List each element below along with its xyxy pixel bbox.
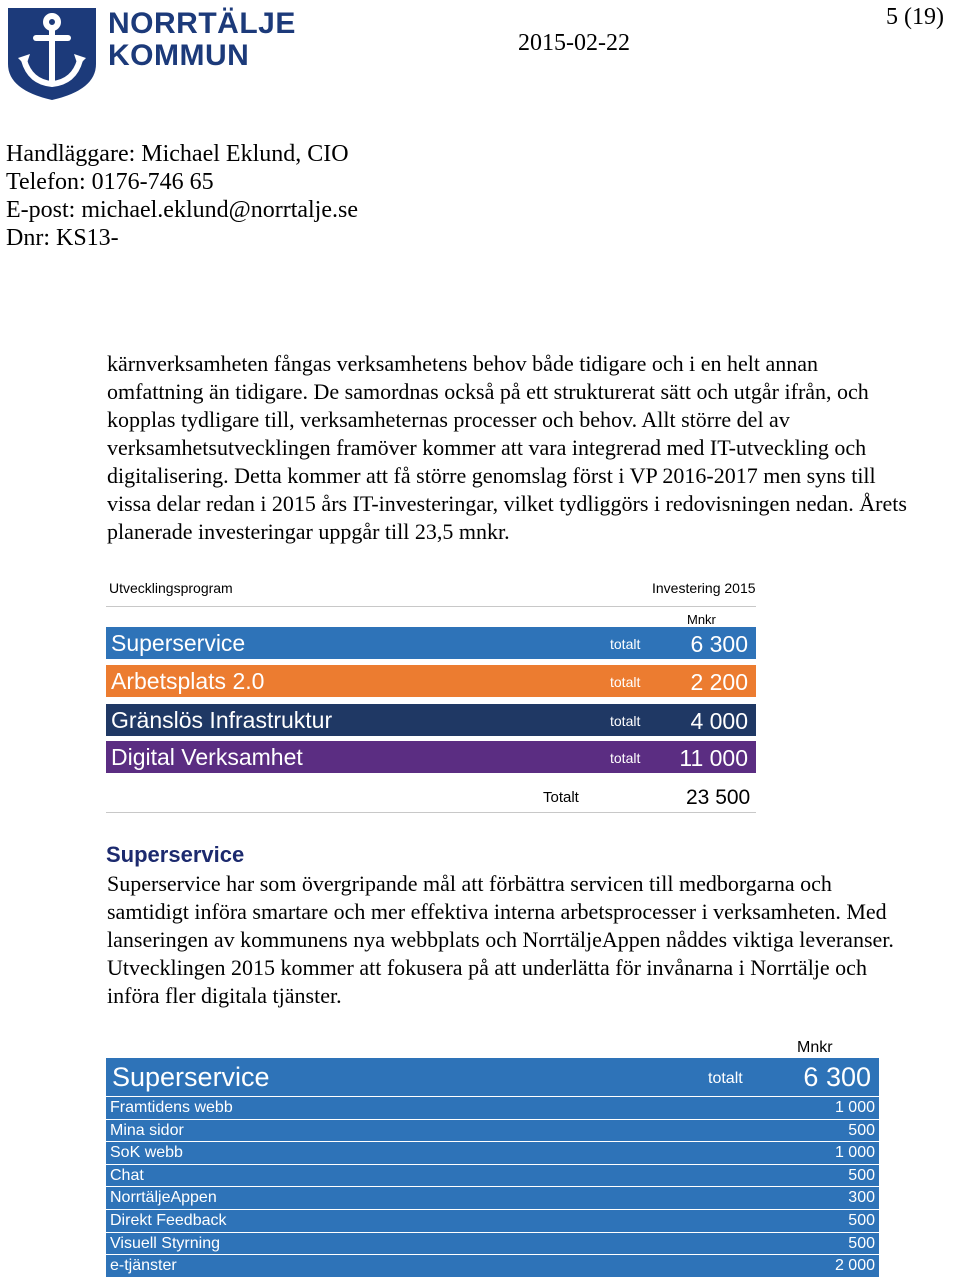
grand-total-value: 23 500	[686, 786, 751, 809]
table-row	[106, 1255, 879, 1278]
document-date: 2015-02-22	[518, 30, 630, 56]
total-value: 6 300	[803, 1062, 871, 1092]
item-value: 1 000	[834, 1099, 875, 1116]
municipality-logo	[4, 4, 100, 102]
item-name: Direkt Feedback	[110, 1211, 227, 1229]
table-title: Superservice	[112, 1062, 270, 1092]
page-number: 5 (19)	[886, 4, 944, 30]
item-value: 500	[848, 1211, 875, 1229]
table-row	[106, 1233, 879, 1256]
total-label: totalt	[708, 1070, 743, 1087]
program-row-arbetsplats	[106, 665, 756, 697]
superservice-items	[106, 1097, 879, 1278]
contact-handlaggare: Handläggare: Michael Eklund, CIO	[6, 141, 349, 167]
superservice-paragraph	[107, 870, 907, 1010]
item-name: Framtidens webb	[110, 1099, 233, 1116]
unit-label: Mnkr	[797, 1039, 833, 1056]
unit-label: Mnkr	[687, 612, 716, 627]
brand-line-1: NORRTÄLJE	[108, 7, 296, 40]
brand-name	[108, 8, 296, 72]
table-row	[106, 1142, 879, 1165]
program-row-infrastruktur	[106, 704, 756, 736]
table-row	[106, 1120, 879, 1143]
program-value: 11 000	[679, 745, 748, 771]
program-name: Arbetsplats 2.0	[111, 668, 265, 694]
item-value: 500	[848, 1166, 875, 1184]
brand-line-2: KOMMUN	[108, 39, 250, 72]
superservice-text: Superservice har som övergripande mål att förbättra servicen till medborgarna och samtidigt införa smartare och mer effektiva interna arbetsprocesser i verksamheten. Med lanseringen av kommunens nya webbplats och NorrtäljeAppen nåddes viktiga leveranser. Utvecklingen 2015 kommer att fokusera på att underlätta för invånarna i Norrtälje och införa fler digitala tjänster.	[107, 871, 894, 1008]
column-header-program: Utvecklingsprogram	[109, 580, 233, 596]
item-name: Mina sidor	[110, 1121, 184, 1139]
intro-text: kärnverksamheten fångas verksamhetens behov både tidigare och i en helt annan omfattning än tidigare. De samordnas också på ett strukturerat sätt och utgår ifrån, och kopplas tydligare till, verksamheternas processer och behov. Allt större del av verksamhetsutvecklingen framöver kommer att vara integrerad med IT-utveckling och digitalisering. Detta kommer att få större genomslag först i VP 2016-2017 men syns till vissa delar redan i 2015 års IT-investeringar, vilket tydliggörs i redovisningen nedan. Årets planerade investeringar uppgår till 23,5 mnkr.	[107, 351, 907, 544]
divider	[106, 606, 756, 607]
total-label: totalt	[610, 636, 641, 652]
program-row-superservice	[106, 627, 756, 659]
program-name: Gränslös Infrastruktur	[111, 707, 333, 733]
item-name: Visuell Styrning	[110, 1234, 220, 1252]
contact-dnr: Dnr: KS13-	[6, 225, 119, 251]
total-label: totalt	[610, 674, 641, 690]
table-row	[106, 1210, 879, 1233]
item-value: 500	[848, 1234, 875, 1252]
item-name: e-tjänster	[110, 1257, 177, 1275]
program-value: 2 200	[690, 669, 748, 695]
item-value: 2 000	[834, 1257, 875, 1275]
section-heading: Superservice	[106, 842, 245, 867]
item-value: 300	[848, 1189, 875, 1207]
program-value: 4 000	[690, 708, 748, 734]
contact-epost: E-post: michael.eklund@norrtalje.se	[6, 197, 358, 223]
divider	[106, 812, 756, 813]
anchor-shield-icon	[4, 4, 100, 102]
item-name: NorrtäljeAppen	[110, 1189, 217, 1207]
item-name: Chat	[110, 1166, 144, 1184]
column-header-investment: Investering 2015	[652, 580, 756, 596]
table-row	[106, 1097, 879, 1120]
program-name: Superservice	[111, 630, 246, 656]
total-label: totalt	[610, 713, 641, 729]
total-label: totalt	[610, 750, 641, 766]
program-value: 6 300	[690, 631, 748, 657]
item-value: 500	[848, 1121, 875, 1139]
contact-telefon: Telefon: 0176-746 65	[6, 169, 214, 195]
table-row	[106, 1165, 879, 1188]
item-value: 1 000	[834, 1144, 875, 1162]
intro-paragraph	[107, 350, 907, 546]
item-name: SoK webb	[110, 1144, 183, 1162]
table-row	[106, 1187, 879, 1210]
program-name: Digital Verksamhet	[111, 744, 303, 770]
superservice-table-header	[106, 1058, 879, 1096]
program-row-digital	[106, 741, 756, 773]
contact-block	[6, 140, 358, 252]
grand-total-label: Totalt	[543, 789, 579, 806]
